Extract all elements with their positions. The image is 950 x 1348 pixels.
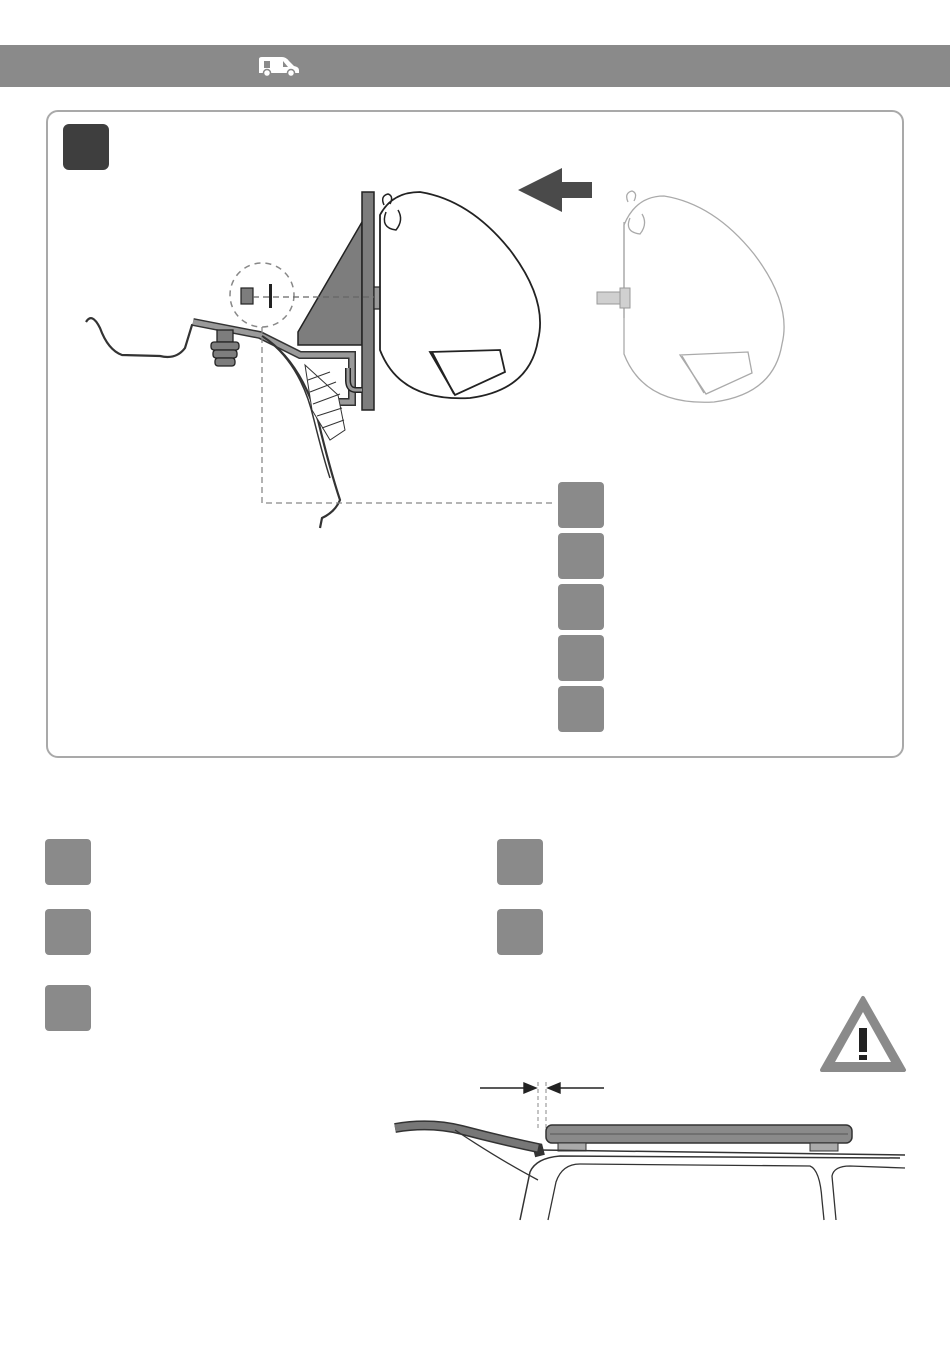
- note-left-1: [45, 839, 91, 885]
- seal-hatching: [305, 365, 345, 440]
- roof-profile-line: [86, 318, 205, 357]
- awning-cassette-mounted: [380, 192, 540, 398]
- part-key-4: [558, 635, 604, 681]
- note-right-2: [497, 909, 543, 955]
- gap-dimension-arrows: [480, 1083, 604, 1093]
- washer: [269, 284, 272, 308]
- vehicle-roof-rack-illustration: [395, 1125, 905, 1220]
- note-left-3: [45, 985, 91, 1031]
- note-left-2: [45, 909, 91, 955]
- awning-bolt: [597, 292, 623, 304]
- awning-cassette-unmounted: [624, 191, 784, 402]
- part-key-1: [558, 482, 604, 528]
- part-key-2: [558, 533, 604, 579]
- direction-arrow-icon: [518, 168, 592, 212]
- rubber-plug: [211, 330, 239, 366]
- warning-triangle-icon: [822, 998, 904, 1070]
- note-right-1: [497, 839, 543, 885]
- part-key-5: [558, 686, 604, 732]
- part-key-3: [558, 584, 604, 630]
- detail-circle: [230, 263, 294, 327]
- nut: [241, 288, 253, 304]
- adapter-bracket: [298, 222, 362, 345]
